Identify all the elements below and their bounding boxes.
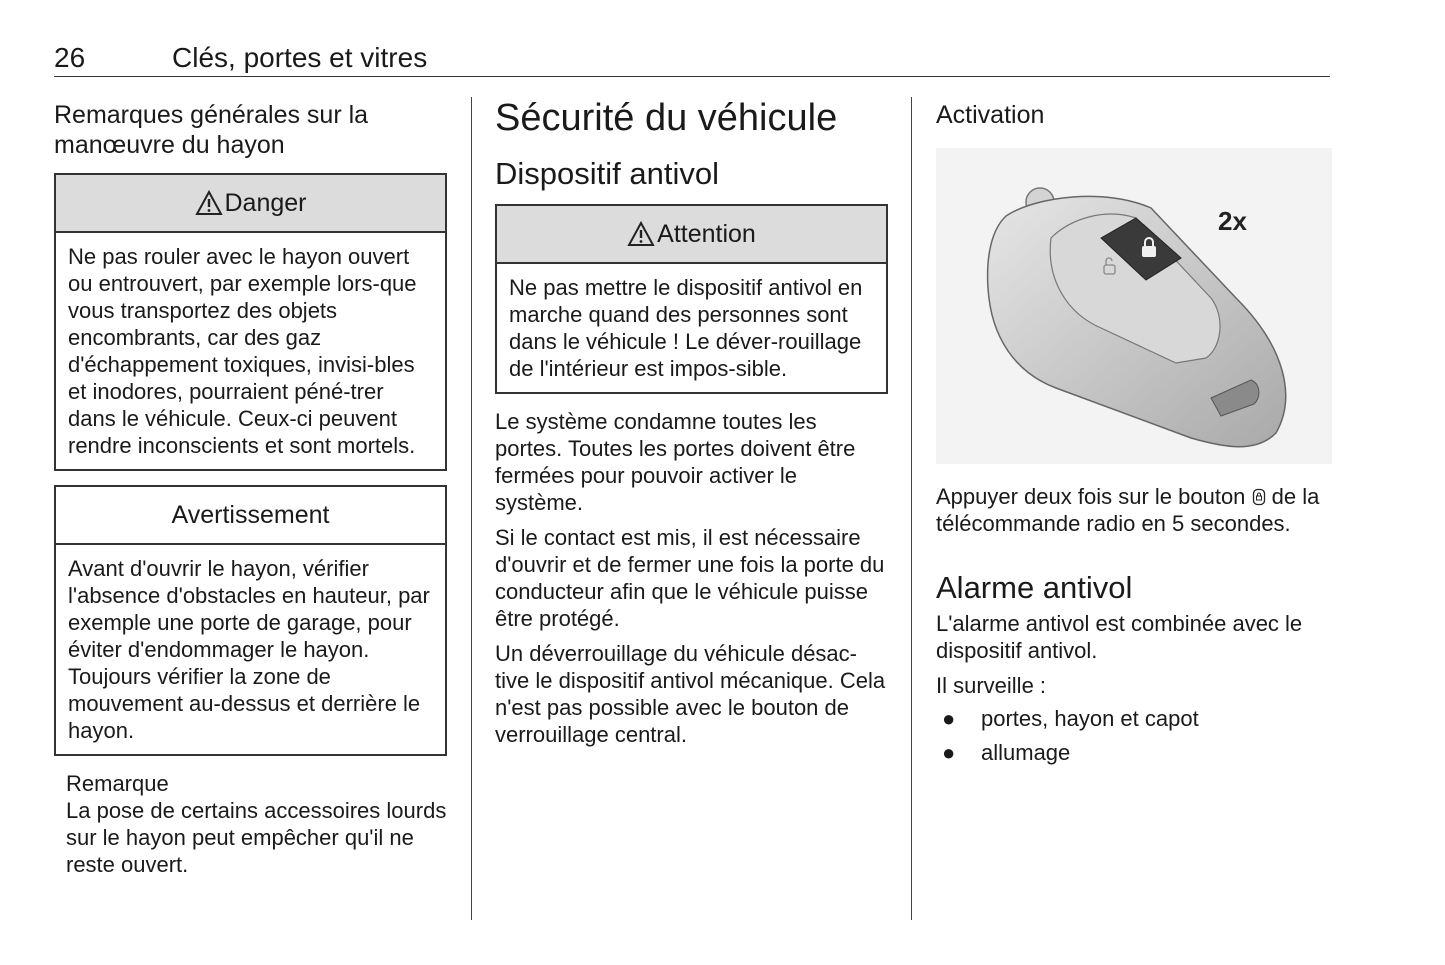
list-item (936, 736, 1332, 770)
danger-title: Danger (224, 188, 307, 217)
activation-instructions (936, 483, 1332, 537)
list-item (936, 702, 1332, 736)
bullet-icon: ● (942, 740, 956, 765)
page-number: 26 (54, 42, 86, 73)
warning-triangle-icon (195, 190, 223, 216)
column-divider (911, 97, 912, 920)
paragraph: Un déverrouillage du véhicule désac-tive le dispositif antivol mécanique. Cela n'est pas possible avec le bouton de verrouillage central. (495, 641, 886, 747)
activation-text-after: de la télécommande radio en 5 secondes. (936, 484, 1320, 536)
page-header (54, 40, 1330, 77)
column-middle (495, 96, 888, 748)
column-left (54, 96, 447, 878)
activation-text-before: Appuyer deux fois sur le bouton (936, 484, 1246, 509)
attention-text: Ne pas mettre le dispositif antivol en marche quand des personnes sont dans le véhicule ! Le déver-rouillage de l'intérieur est impos-sible. (509, 275, 863, 381)
vehicle-security-title: Sécurité du véhicule (495, 97, 838, 139)
warning-title: Avertissement (171, 500, 330, 529)
press-count-label: 2x (1218, 206, 1247, 236)
monitors-label: Il surveille : (936, 673, 1047, 698)
remote-lock-button-icon (1252, 488, 1266, 506)
warning-box (54, 485, 447, 756)
paragraph: Si le contact est mis, il est nécessaire d'ouvrir et de fermer une fois la porte du conducteur afin que le véhicule puisse être protégé. (495, 525, 885, 631)
list-item-text: portes, hayon et capot (981, 706, 1199, 731)
tailgate-remarks-heading: Remarques générales sur la manœuvre du hayon (54, 101, 369, 159)
paragraph: Le système condamne toutes les portes. Toutes les portes doivent être fermées pour pouvoir activer le système. (495, 409, 856, 515)
warning-box-header (56, 487, 445, 545)
column-divider (471, 97, 472, 920)
anti-theft-alarm-title: Alarme antivol (936, 570, 1133, 605)
warning-triangle-icon (627, 221, 655, 247)
alarm-description: L'alarme antivol est combinée avec le dispositif antivol. (936, 611, 1303, 663)
section-title: Clés, portes et vitres (172, 42, 428, 73)
attention-box (495, 204, 888, 394)
danger-box-header (56, 175, 445, 233)
list-item-text: allumage (981, 740, 1071, 765)
bullet-icon: ● (942, 706, 956, 731)
danger-text: Ne pas rouler avec le hayon ouvert ou entrouvert, par exemple lors-que vous transportez des objets encombrants, car des gaz d'échappement toxiques, invisi-bles et inodores, pourraient péné-trer dans le véhicule. Ceux-ci peuvent rendre inconscients et sont mortels. (68, 244, 417, 458)
activation-heading: Activation (936, 101, 1045, 129)
note-text: La pose de certains accessoires lourds sur le hayon peut empêcher qu'il ne reste ouvert. (66, 798, 447, 877)
key-fob-image (936, 148, 1332, 464)
key-fob-illustration (936, 148, 1332, 464)
warning-text: Avant d'ouvrir le hayon, vérifier l'absence d'obstacles en hauteur, par exemple une porte de garage, pour éviter d'endommager le hayon. Toujours vérifier la zone de mouvement au-dessus et derrière le hayon. (68, 556, 430, 743)
note (54, 770, 447, 878)
anti-theft-subtitle: Dispositif antivol (495, 156, 719, 191)
attention-box-header (497, 206, 886, 264)
attention-title: Attention (657, 219, 756, 248)
note-title: Remarque (66, 771, 169, 796)
danger-box (54, 173, 447, 471)
monitored-list (936, 702, 1332, 770)
column-right (936, 96, 1332, 770)
